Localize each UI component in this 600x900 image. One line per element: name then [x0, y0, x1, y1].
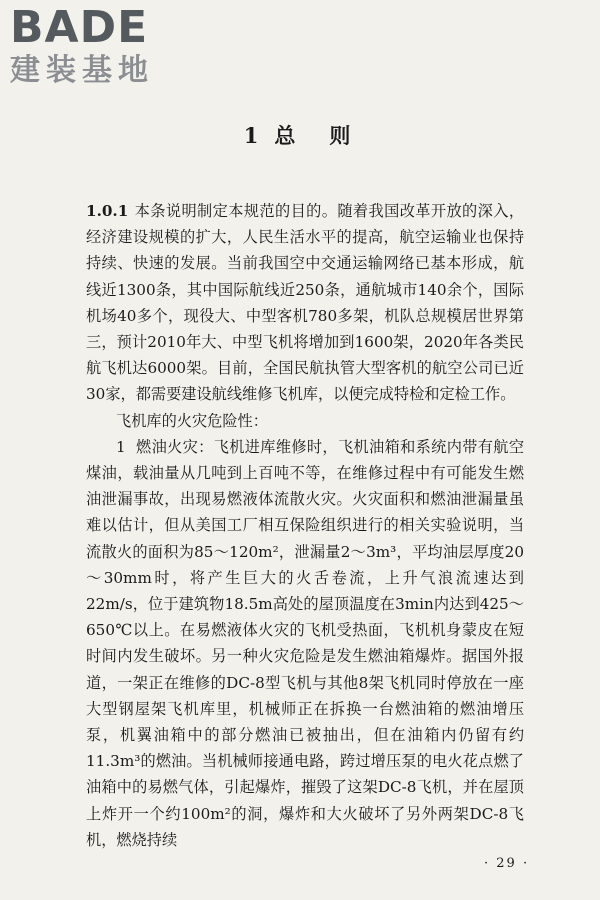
item-1-number: 1	[116, 437, 126, 456]
chapter-title-char-1: 总	[274, 123, 302, 148]
logo	[10, 4, 185, 88]
logo-wordmark: BADE	[10, 2, 149, 53]
item-1-paragraph	[86, 434, 524, 853]
chapter-title	[0, 120, 600, 150]
clause-text: 本条说明制定本规范的目的。随着我国改革开放的深入，经济建设规模的扩大，人民生活水平的提高，航空运输业也保持持续、快速的发展。当前我国空中交通运输网络已基本形成，航线近1300条，其中国际航线近250条，通航城市140余个，国际机场40多个，现役大、中型客机780多架，机队总规模居世界第三，预计2010年大、中型飞机将增加到1600架，2020年各类民航飞机达6000架。目前，全国民航执管大型客机的航空公司已近30家，都需要建设航线维修飞机库，以便完成特检和定检工作。	[86, 202, 524, 404]
logo-subtitle: 建装基地	[10, 53, 154, 88]
clause-paragraph	[86, 198, 524, 408]
item-1-text: 燃油火灾：飞机进库维修时，飞机油箱和系统内带有航空煤油，载油量从几吨到上百吨不等，在维修过程中有可能发生燃油泄漏事故，出现易燃液体流散火灾。火灾面积和燃油泄漏量虽难以估计，但从美国工厂相互保险组织进行的相关实验说明，当流散火的面积为85～120m²，泄漏量2～3m³，平均油层厚度20～30mm时，将产生巨大的火舌卷流，上升气浪流速达到22m/s，位于建筑物18.5m高处的屋顶温度在3min内达到425～650℃以上。在易燃液体火灾的飞机受热面，飞机机身蒙皮在短时间内发生破坏。另一种火灾危险是发生燃油箱爆炸。据国外报道，一架正在维修的DC-8型飞机与其他8架飞机同时停放在一座大型钢屋架飞机库里，机械师正在拆换一台燃油箱的燃油增压泵，机翼油箱中的部分燃油已被抽出，但在油箱内仍留有约11.3m³的燃油。当机械师接通电路，跨过增压泵的电火花点燃了油箱中的易燃气体，引起爆炸，摧毁了这架DC-8飞机，并在屋顶上炸开一个约100m²的洞，爆炸和大火破坏了另外两架DC-8飞机，燃烧持续	[86, 437, 525, 849]
body-text	[86, 198, 524, 853]
chapter-number: 1	[243, 123, 265, 148]
page-number: · 29 ·	[484, 856, 530, 871]
chapter-title-char-2: 则	[329, 123, 357, 148]
fire-intro: 飞机库的火灾危险性：	[116, 411, 268, 430]
clause-number: 1.0.1	[86, 202, 129, 220]
